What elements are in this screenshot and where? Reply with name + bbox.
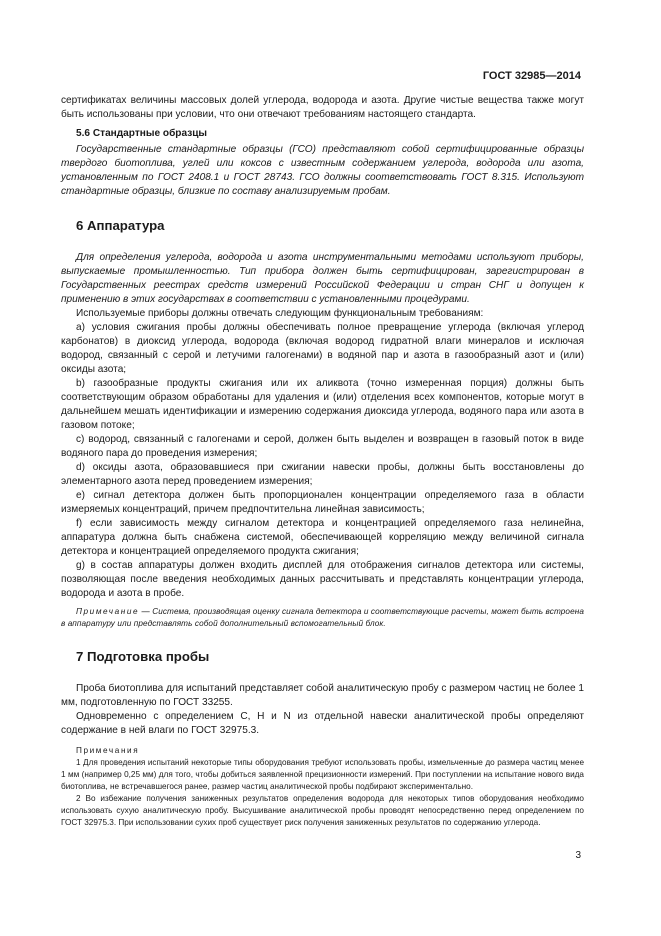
- section-7-note-2: 2 Во избежание получения заниженных результатов определения водорода для некоторых типов оборудования необходимо использовать сухую аналитическую пробу. Высушивание аналитической пробы проводят непосредственно перед определением по ГОСТ 32975.3. При использовании сухих проб существует риск получения заниженных результатов по содержанию углерода.: [61, 794, 584, 827]
- requirement-item-g: g) в состав аппаратуры должен входить дисплей для отображения сигналов детектора или системы, позволяющая после введения необходимых данных рассчитывать и представлять концентрации углерода, водорода и азота в пробе.: [61, 560, 584, 599]
- document-body: [61, 94, 584, 829]
- section-7-paragraph-2: Одновременно с определением C, H и N из отдельной навески аналитической пробы определяют содержание в ней влаги по ГОСТ 32975.3.: [61, 711, 584, 736]
- section-5-6-title: 5.6 Стандартные образцы: [76, 128, 208, 139]
- intro-paragraph: сертификатах величины массовых долей углерода, водорода и азота. Другие чистые вещества также могут быть использованы при условии, что они отвечают требованиям настоящего стандарта.: [61, 95, 584, 120]
- requirement-item-f: f) если зависимость между сигналом детектора и концентрацией определяемого газа нелинейна, аппаратура должна быть снабжена системой, обеспечивающей корреляцию между величиной сигнала детектора и концентрацией определяемого продукта сжигания;: [61, 518, 584, 557]
- section-7-heading: 7 Подготовка пробы: [76, 649, 210, 664]
- document-header: ГОСТ 32985—2014: [482, 70, 581, 82]
- requirement-item-b: b) газообразные продукты сжигания или их аликвота (точно измеренная порция) должны быть соответствующим образом обработаны для удаления и (или) отделения всех компонентов, которые могут в дальнейшем мешать идентификации и измерению содержания диоксида углерода, водяного пара или азота в газовом потоке;: [61, 378, 584, 431]
- section-6-heading: 6 Аппаратура: [76, 218, 165, 233]
- section-7-paragraph-1: Проба биотоплива для испытаний представляет собой аналитическую пробу с размером частиц не более 1 мм, подготовленную по ГОСТ 33255.: [61, 683, 584, 708]
- requirement-item-e: e) сигнал детектора должен быть пропорционален концентрации определяемого газа в области измеряемых концентраций, причем предпочтительна линейная зависимость;: [61, 490, 584, 515]
- requirement-item-a: а) условия сжигания пробы должны обеспечивать полное превращение углерода (включая углерод карбонатов) в диоксид углерода, водорода (включая водород гидратной влаги минералов и исключая водород, связанный с серой и летучими галогенами) в водяной пар и азота в газообразный азот и (или) оксиды азота;: [61, 322, 584, 375]
- requirement-item-d: d) оксиды азота, образовавшиеся при сжигании навески пробы, должны быть восстановлены до элементарного азота перед проведением измерения;: [61, 462, 584, 487]
- section-6-note: [61, 606, 584, 630]
- section-7-notes-label: Примечания: [76, 746, 140, 755]
- section-7-note-1: 1 Для проведения испытаний некоторые типы оборудования требуют использовать пробы, измельченные до размера частиц менее 1 мм (например 0,25 мм) для того, чтобы добиться заявленной прецизионности измерений. При поступлении на испытание нового вида биотоплива, не встречавшегося ранее, размер частиц аналитической пробы подбирают экспериментально.: [61, 758, 584, 791]
- section-6-intro: Для определения углерода, водорода и азота инструментальными методами используют приборы, выпускаемые промышленностью. Тип прибора должен быть сертифицирован, зарегистрирован в Государственных реестрах средств измерений Российской Федерации и стран СНГ и допущен к применению в этих государствах в соответствии с установленными процедурами.: [61, 252, 584, 305]
- page-number: 3: [575, 850, 581, 861]
- note-label: Примечание: [76, 607, 140, 616]
- section-5-6-text: Государственные стандартные образцы (ГСО) представляют собой сертифицированные образцы твердого биотоплива, углей или коксов с известным содержанием углерода, водорода или азота, установленным по ГОСТ 2408.1 и ГОСТ 28743. ГСО должны соответствовать ГОСТ 8.315. Используют стандартные образцы, близкие по составу анализируемым пробам.: [61, 144, 584, 197]
- note-text: — Система, производящая оценку сигнала детектора и соответствующие расчеты, может быть встроена в аппаратуру или представлять собой дополнительный вспомогательный блок.: [61, 607, 584, 628]
- section-6-lead: Используемые приборы должны отвечать следующим функциональным требованиям:: [76, 308, 484, 319]
- requirement-item-c: c) водород, связанный с галогенами и серой, должен быть выделен и возвращен в газовый поток в виде водяного пара до проведения измерения;: [61, 434, 584, 459]
